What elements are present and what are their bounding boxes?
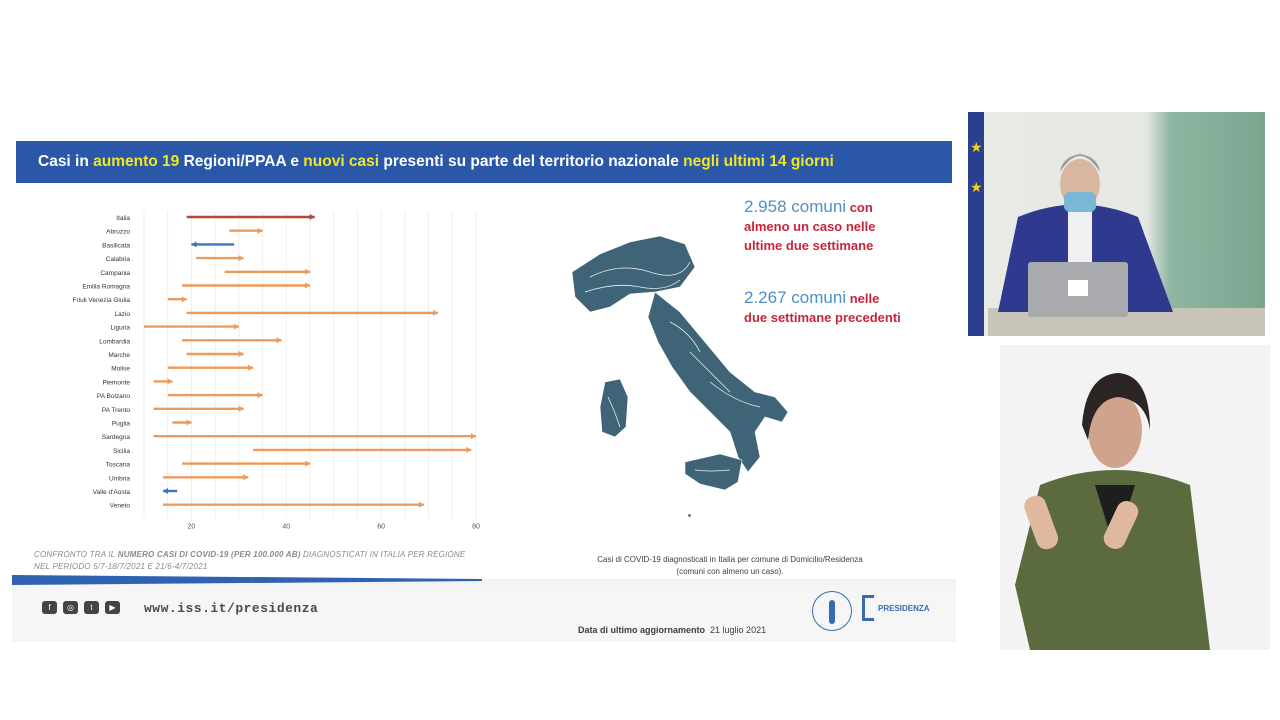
region-label: Friuli Venezia Giulia [72,297,130,305]
region-label: Valle d'Aosta [92,489,130,496]
interpreter-illustration [1000,345,1270,650]
slide-title [16,141,952,183]
stat-number: 2.267 comuni [744,288,847,307]
title-highlight: negli ultimi 14 giorni [683,153,834,170]
region-label: Abruzzo [106,228,130,236]
last-updated [578,625,766,635]
slide-footer [12,585,956,642]
stat-text: ultime due settimane [744,238,874,253]
x-tick-label: 60 [377,523,386,531]
stat-text: due settimane precedenti [744,310,901,325]
region-label: Italia [116,215,130,222]
region-label: Emilia Romagna [82,283,130,291]
stat-text: nelle [846,291,880,306]
speaker-video-feed [968,112,1265,336]
iss-seal-logo [812,591,852,631]
region-label: Umbria [109,475,130,483]
twitter-icon[interactable]: t [84,601,99,614]
instagram-icon[interactable]: ◎ [63,601,78,614]
region-label: PA Bolzano [96,393,130,401]
title-highlight: nuovi casi [303,153,380,170]
stat-text: almeno un caso nelle [744,219,876,234]
region-label: Calabria [105,256,130,264]
chart-caption [34,549,474,573]
svg-text:★: ★ [970,140,983,156]
map-caption-line: Casi di COVID-19 diagnosticati in Italia per comune di Domicilio/Residenza [597,555,863,564]
region-arrow [182,296,187,302]
region-arrow [239,351,244,357]
region-arrow [305,461,310,467]
caption-bold: NUMERO CASI DI COVID-19 (PER 100.000 AB) [117,550,301,559]
speaker-illustration [968,112,1265,336]
region-label: Toscana [105,461,130,469]
region-label: Marche [108,352,130,359]
caption-part: CONFRONTO TRA IL [34,550,118,559]
region-arrow [258,392,263,398]
x-tick-label: 40 [282,523,291,531]
region-arrow [466,447,471,453]
stat-number: 2.958 comuni [744,197,847,216]
map-caption-line: (comuni con almeno un caso). [676,567,784,576]
caption-part: DIAGNOSTICATI IN ITALIA PER REGIONE NEL PERIODO 5/7-18/7/2021 E 21/6-4/7/2021 [34,550,466,571]
region-arrow [167,378,172,384]
youtube-icon[interactable]: ▶ [105,601,120,614]
region-arrow [433,310,438,316]
region-arrow [277,337,282,343]
region-arrow [419,502,424,508]
svg-text:★: ★ [970,180,983,196]
region-label: Sicilia [113,447,130,455]
region-label: Basilicata [102,242,130,250]
region-label: Liguria [110,324,130,332]
region-arrow [310,214,315,220]
updated-label: Data di ultimo aggiornamento [578,625,706,635]
decorative-band [12,575,956,585]
iss-url[interactable]: www.iss.it/presidenza [144,601,319,616]
region-label: Veneto [109,502,130,510]
region-arrow [163,488,168,494]
region-label: Puglia [111,420,130,428]
region-label: PA Trento [101,406,130,414]
region-arrow [239,406,244,412]
region-arrow [471,433,476,439]
region-label: Lazio [114,310,130,318]
region-label: Piemonte [102,379,130,387]
x-tick-label: 20 [187,523,196,531]
presentation-slide [12,137,956,642]
region-arrow [239,255,244,261]
stat-previous-comuni [744,288,901,327]
sign-language-interpreter-feed [1000,345,1270,650]
presidenza-logo [862,595,930,621]
x-tick-label: 80 [472,523,480,531]
region-label: Campania [100,269,130,277]
facebook-icon[interactable]: f [42,601,57,614]
chart-svg [12,197,492,542]
updated-date: 21 luglio 2021 [710,625,767,635]
region-arrow [248,365,253,371]
title-part: Regioni/PPAA e [179,153,304,170]
region-arrow [258,228,263,234]
title-part: Casi in [38,153,94,170]
region-arrow [305,269,310,275]
social-links [42,601,120,614]
stat-current-comuni [744,197,876,255]
stat-text: con [846,200,873,215]
region-label: Molise [111,365,130,373]
presidenza-mark-icon [862,595,874,621]
region-arrow [234,324,239,330]
region-label: Sardegna [101,434,130,442]
region-arrow [186,420,191,426]
title-part: presenti su parte del territorio nazionale [379,153,684,170]
presidenza-text: PRESIDENZA [878,603,930,613]
region-arrow [305,283,310,289]
title-highlight: aumento 19 [93,153,180,170]
italy-map [560,232,810,532]
regions-dumbbell-chart [12,197,492,542]
region-arrow [243,474,248,480]
region-arrow [191,241,196,247]
region-label: Lombardia [99,338,130,346]
